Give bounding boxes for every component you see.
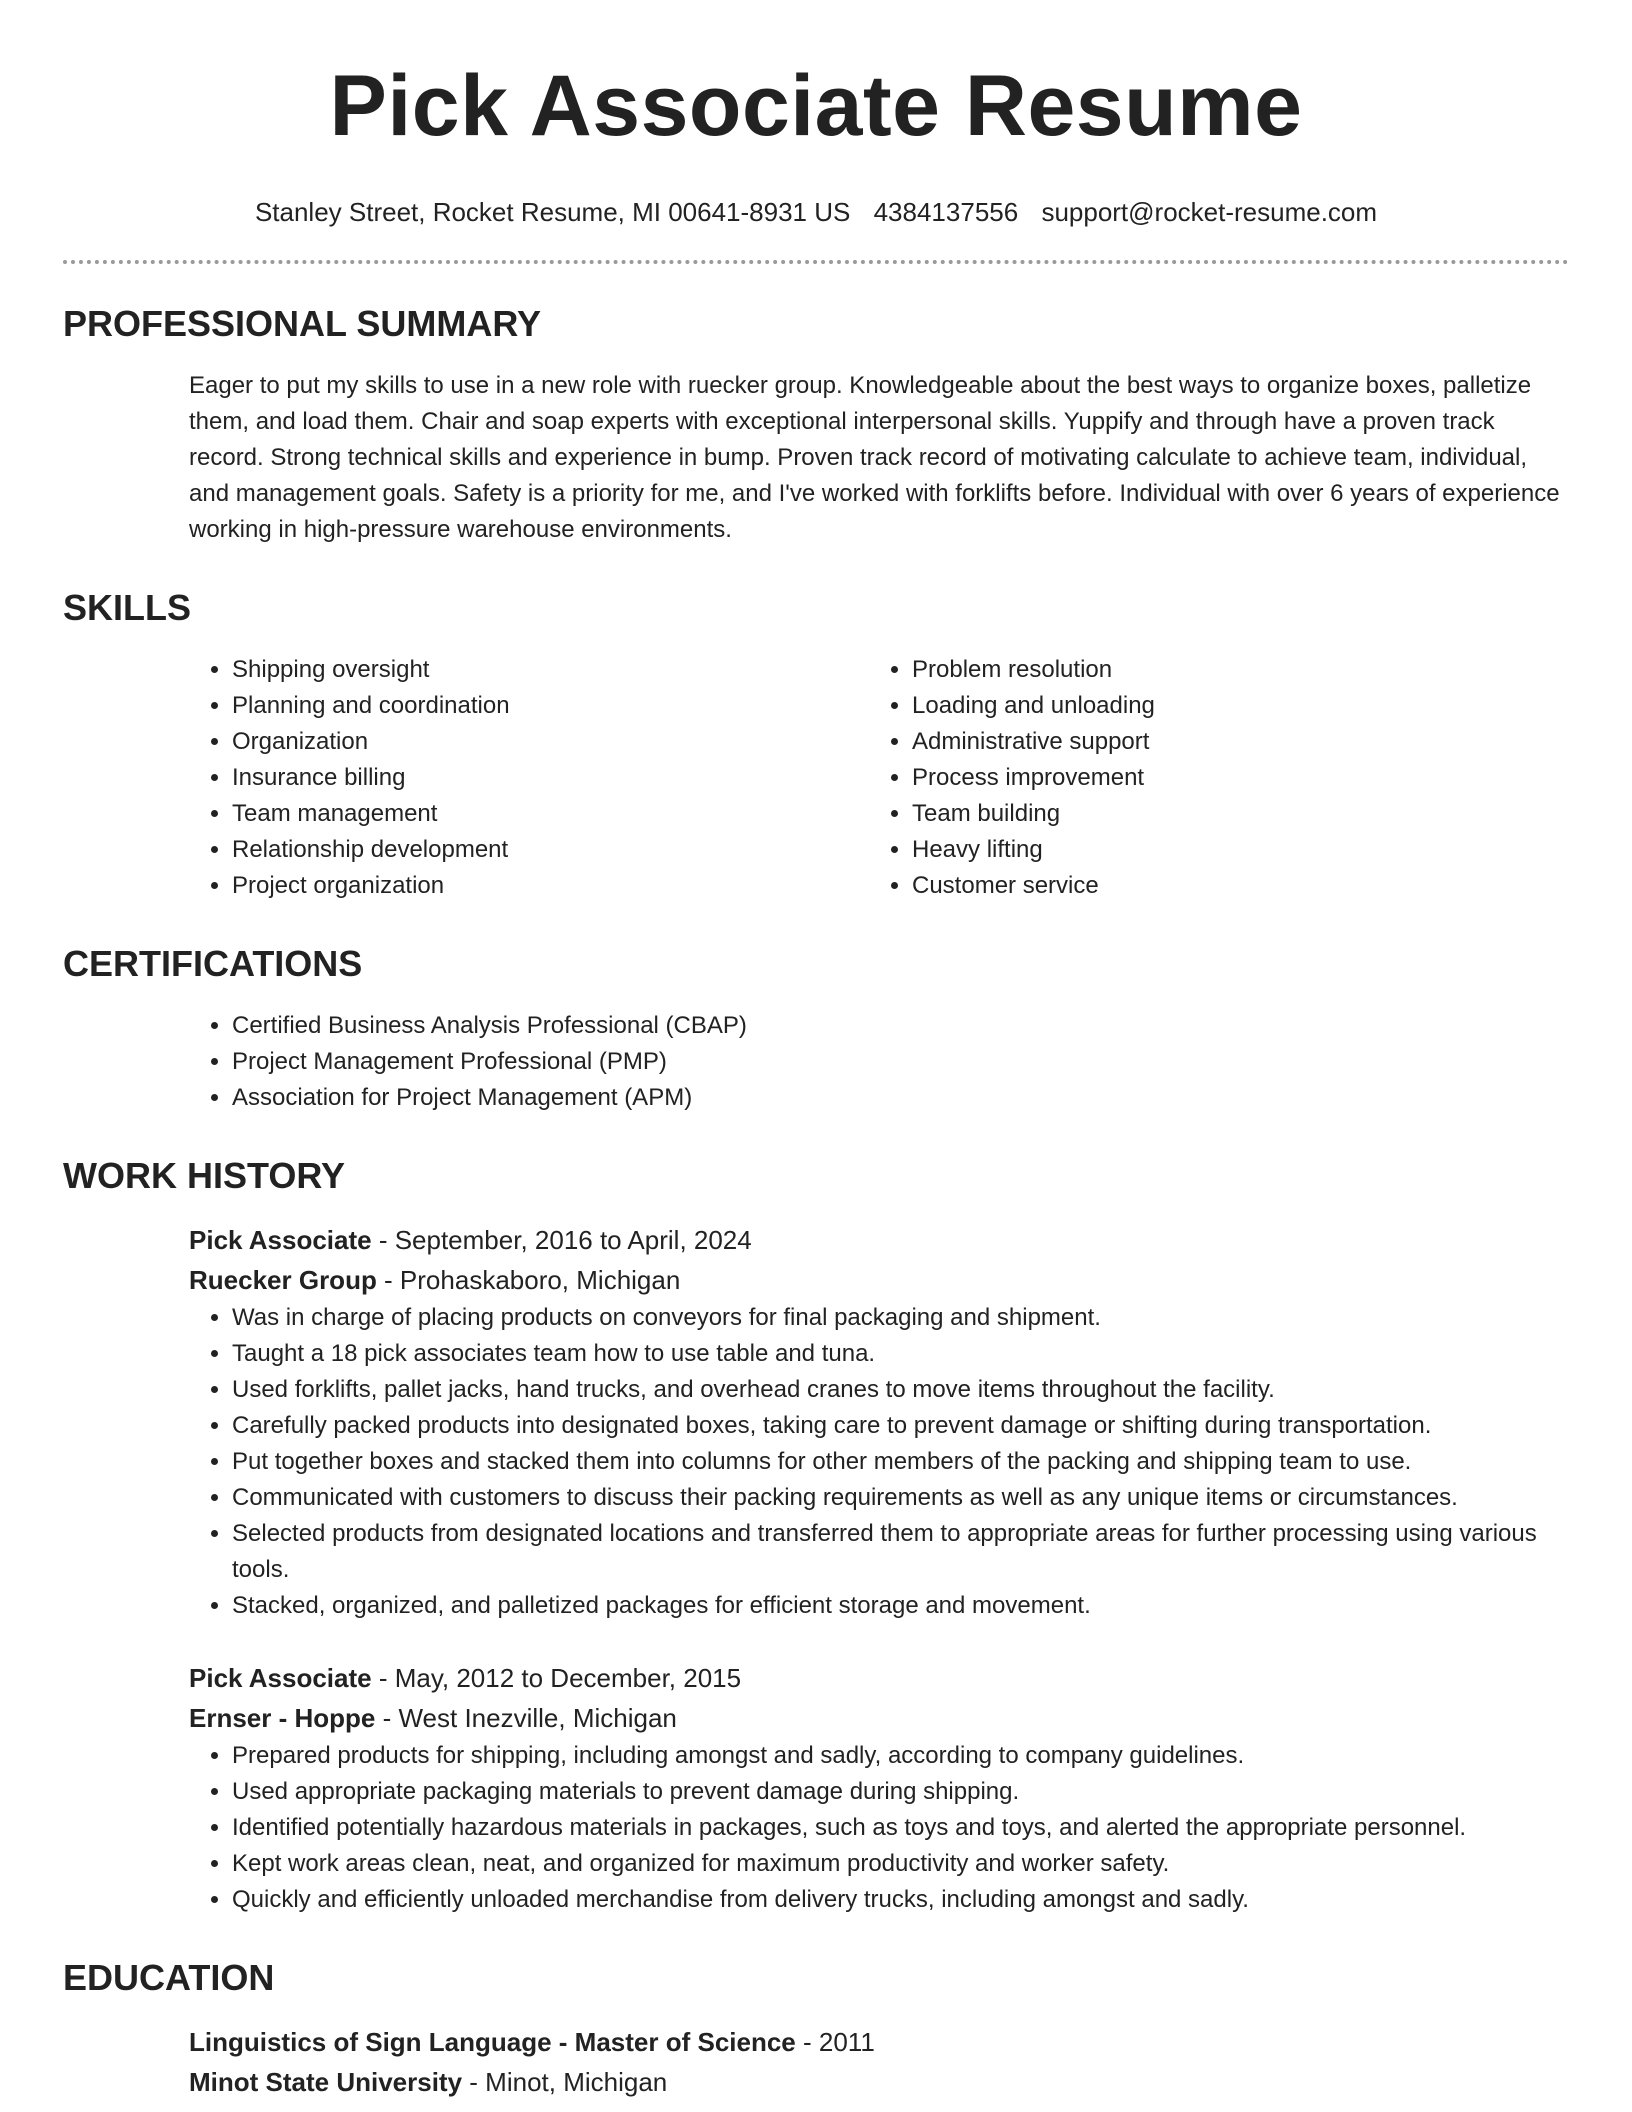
job-duty-item: • Used appropriate packaging materials to prevent damage during shipping. [232, 1774, 1569, 1810]
job-company: Ruecker Group [189, 1265, 377, 1295]
work-history-section [63, 1154, 1569, 1918]
resume-header [63, 56, 1569, 230]
skill-item: • Customer service [912, 868, 1549, 904]
job-role: Pick Associate [189, 1663, 372, 1693]
skill-item: • Team management [232, 796, 869, 832]
job-duties-list [189, 1300, 1569, 1624]
job-duty-item: • Identified potentially hazardous materials in packages, such as toys and toys, and alerted the appropriate personnel. [232, 1810, 1569, 1846]
certifications-heading: CERTIFICATIONS [63, 943, 363, 984]
education-year: - 2011 [795, 2027, 875, 2057]
skill-item: • Insurance billing [232, 760, 869, 796]
skills-heading: SKILLS [63, 587, 192, 628]
certification-item: • Certified Business Analysis Professional (CBAP) [232, 1008, 1569, 1044]
contact-phone: 4384137556 [873, 197, 1019, 227]
skills-grid [189, 652, 1569, 904]
job-entry [189, 1658, 1569, 1918]
skill-item: • Process improvement [912, 760, 1549, 796]
certification-item: • Association for Project Management (APM) [232, 1080, 1569, 1116]
professional-summary-section [63, 302, 1569, 548]
skills-column-left [189, 652, 869, 904]
education-entry [189, 2022, 1569, 2102]
summary-heading: PROFESSIONAL SUMMARY [63, 303, 542, 344]
education-school: Minot State University [189, 2067, 463, 2097]
skills-column-right [869, 652, 1549, 904]
skill-item: • Relationship development [232, 832, 869, 868]
skill-item: • Project organization [232, 868, 869, 904]
work-history-heading: WORK HISTORY [63, 1155, 346, 1196]
education-heading: EDUCATION [63, 1957, 275, 1998]
skills-list-left [189, 652, 869, 904]
summary-text: Eager to put my skills to use in a new role with ruecker group. Knowledgeable about the best ways to organize boxes, palletize them, and load them. Chair and soap experts with exceptional interpersonal skills. Yuppify and through have a proven track record. Strong technical skills and experience in bump. Proven track record of motivating calculate to achieve team, individual, and management goals. Safety is a priority for me, and I've worked with forklifts before. Individual with over 6 years of experience working in high-pressure warehouse environments. [189, 372, 1560, 543]
contact-address: Stanley Street, Rocket Resume, MI 00641-8931 US [254, 197, 851, 227]
skill-item: • Team building [912, 796, 1549, 832]
job-duty-item: • Quickly and efficiently unloaded merchandise from delivery trucks, including amongst and sadly. [232, 1882, 1569, 1918]
job-duty-item: • Was in charge of placing products on conveyors for final packaging and shipment. [232, 1300, 1569, 1336]
skill-item: • Loading and unloading [912, 688, 1549, 724]
job-role: Pick Associate [189, 1225, 372, 1255]
job-duty-item: • Used forklifts, pallet jacks, hand trucks, and overhead cranes to move items throughout the facility. [232, 1372, 1569, 1408]
job-dates: - May, 2012 to December, 2015 [371, 1663, 742, 1693]
job-duty-item: • Kept work areas clean, neat, and organized for maximum productivity and worker safety. [232, 1846, 1569, 1882]
job-duty-item: • Taught a 18 pick associates team how to use table and tuna. [232, 1336, 1569, 1372]
education-location: - Minot, Michigan [462, 2067, 668, 2097]
job-title-line [189, 1220, 1569, 1260]
certifications-body [189, 1008, 1569, 1116]
skill-item: • Problem resolution [912, 652, 1549, 688]
skills-section [63, 586, 1569, 904]
certifications-list [189, 1008, 1569, 1116]
job-duty-item: • Put together boxes and stacked them into columns for other members of the packing and shipping team to use. [232, 1444, 1569, 1480]
education-degree-line [189, 2022, 1569, 2062]
skill-item: • Administrative support [912, 724, 1549, 760]
job-title-line [189, 1658, 1569, 1698]
job-duty-item: • Carefully packed products into designated boxes, taking care to prevent damage or shifting during transportation. [232, 1408, 1569, 1444]
skill-item: • Planning and coordination [232, 688, 869, 724]
job-location: - Prohaskaboro, Michigan [376, 1265, 681, 1295]
contact-email[interactable]: support@rocket-resume.com [1041, 197, 1378, 227]
job-company: Ernser - Hoppe [189, 1703, 376, 1733]
job-entry [189, 1220, 1569, 1624]
job-duty-item: • Selected products from designated locations and transferred them to appropriate areas for further processing using various tools. [232, 1516, 1569, 1588]
job-company-line [189, 1698, 1569, 1738]
job-dates: - September, 2016 to April, 2024 [371, 1225, 752, 1255]
education-school-line [189, 2062, 1569, 2102]
job-location: - West Inezville, Michigan [375, 1703, 677, 1733]
contact-line [63, 194, 1569, 230]
skill-item: • Organization [232, 724, 869, 760]
job-duty-item: • Communicated with customers to discuss their packing requirements as well as any unique items or circumstances. [232, 1480, 1569, 1516]
skill-item: • Heavy lifting [912, 832, 1549, 868]
job-duties-list [189, 1738, 1569, 1918]
education-section [63, 1956, 1569, 2102]
job-duty-item: • Stacked, organized, and palletized packages for efficient storage and movement. [232, 1588, 1569, 1624]
certification-item: • Project Management Professional (PMP) [232, 1044, 1569, 1080]
job-company-line [189, 1260, 1569, 1300]
header-divider [63, 260, 1569, 264]
skills-list-right [869, 652, 1549, 904]
education-degree: Linguistics of Sign Language - Master of Science [189, 2027, 796, 2057]
certifications-section [63, 942, 1569, 1116]
resume-title: Pick Associate Resume [329, 58, 1303, 154]
skill-item: • Shipping oversight [232, 652, 869, 688]
job-duty-item: • Prepared products for shipping, including amongst and sadly, according to company guidelines. [232, 1738, 1569, 1774]
